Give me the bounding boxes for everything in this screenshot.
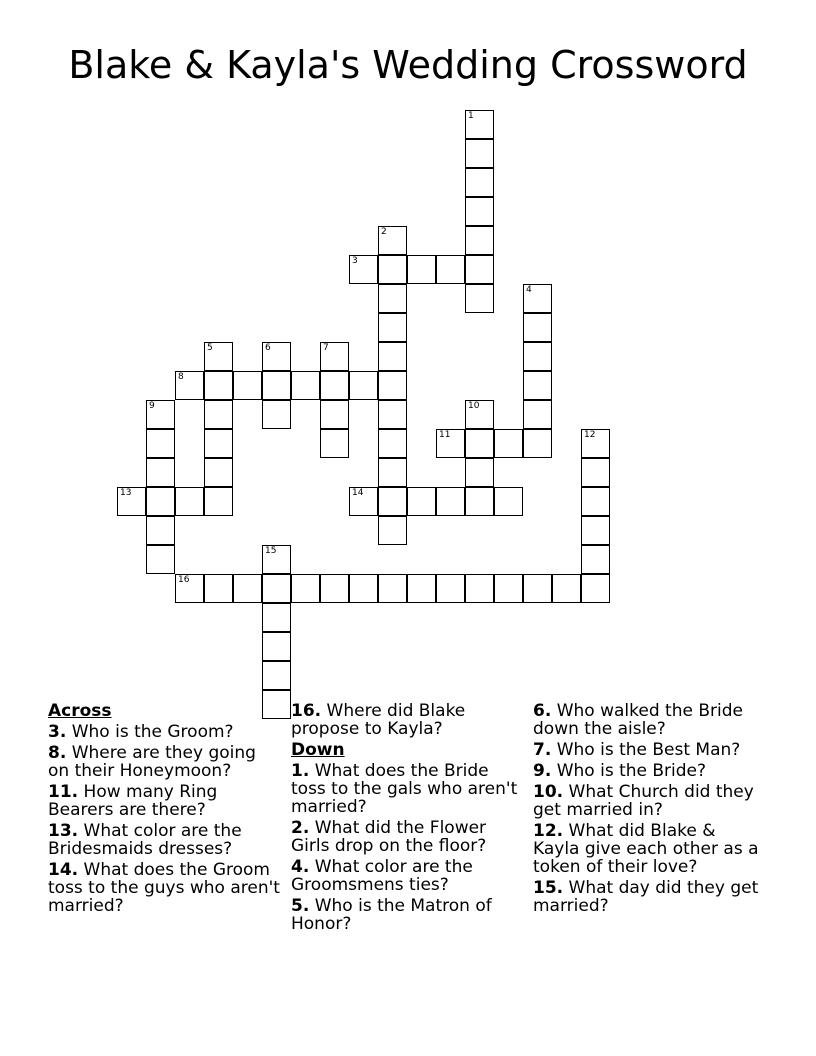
crossword-cell[interactable] (262, 342, 291, 371)
crossword-cell[interactable] (378, 342, 407, 371)
cell-number: 5 (207, 343, 213, 353)
crossword-cell[interactable] (291, 371, 320, 400)
clue-number: 7. (533, 740, 552, 760)
clue-text: What does the Groom toss to the guys who aren't married? (48, 860, 280, 916)
clue-text: Where are they going on their Honeymoon? (48, 743, 256, 781)
clue-text: Who is the Matron of Honor? (291, 896, 492, 934)
crossword-cell[interactable] (233, 371, 262, 400)
clue-text: What does the Bride toss to the gals who aren't married? (291, 761, 518, 817)
across-header: Across (48, 701, 112, 721)
down-header: Down (291, 740, 345, 760)
down-clue-4 (291, 858, 523, 894)
down-clue-12 (533, 822, 765, 876)
cell-number: 2 (381, 227, 387, 237)
crossword-cell[interactable] (349, 574, 378, 603)
across-clue-14 (48, 861, 280, 915)
crossword-cell[interactable] (378, 400, 407, 429)
clue-number: 13. (48, 821, 79, 841)
crossword-cell[interactable] (523, 313, 552, 342)
cell-number: 11 (439, 430, 451, 440)
clue-text: What day did they get married? (533, 878, 759, 916)
clue-text: What did Blake & Kayla give each other as a token of their love? (533, 821, 759, 877)
crossword-cell[interactable] (146, 429, 175, 458)
crossword-cell[interactable] (523, 342, 552, 371)
crossword-cell[interactable] (523, 574, 552, 603)
clue-text: Who is the Bride? (556, 761, 707, 781)
clue-number: 3. (48, 722, 67, 742)
clue-number: 14. (48, 860, 79, 880)
clue-text: Who is the Best Man? (556, 740, 741, 760)
across-clue-13 (48, 822, 280, 858)
crossword-cell[interactable] (378, 284, 407, 313)
clue-number: 6. (533, 701, 552, 721)
crossword-cell[interactable] (581, 516, 610, 545)
crossword-cell[interactable] (378, 226, 407, 255)
crossword-cell[interactable] (204, 429, 233, 458)
crossword-cell[interactable] (146, 458, 175, 487)
clue-number: 2. (291, 818, 310, 838)
crossword-cell[interactable] (262, 371, 291, 400)
down-clue-2 (291, 819, 523, 855)
crossword-cell[interactable] (581, 545, 610, 574)
crossword-cell[interactable] (465, 226, 494, 255)
cell-number: 8 (178, 372, 184, 382)
crossword-cell[interactable] (320, 574, 349, 603)
down-clue-5 (291, 897, 523, 933)
crossword-cell[interactable] (146, 545, 175, 574)
clue-text: What color are the Bridesmaids dresses? (48, 821, 242, 859)
crossword-cell[interactable] (465, 197, 494, 226)
crossword-cell[interactable] (262, 603, 291, 632)
crossword-cell[interactable] (378, 371, 407, 400)
crossword-cell[interactable] (349, 255, 378, 284)
clue-number: 9. (533, 761, 552, 781)
cell-number: 3 (352, 256, 358, 266)
crossword-cell[interactable] (494, 487, 523, 516)
crossword-cell[interactable] (146, 487, 175, 516)
clue-number: 8. (48, 743, 67, 763)
cell-number: 16 (178, 575, 190, 585)
clue-text: Who walked the Bride down the aisle? (533, 701, 743, 739)
crossword-cell[interactable] (204, 342, 233, 371)
clues-column-1 (48, 702, 280, 918)
cell-number: 15 (265, 546, 277, 556)
crossword-cell[interactable] (436, 255, 465, 284)
crossword-cell[interactable] (378, 429, 407, 458)
crossword-cell[interactable] (465, 400, 494, 429)
across-clue-3 (48, 723, 280, 741)
crossword-cell[interactable] (552, 574, 581, 603)
cell-number: 7 (323, 343, 329, 353)
clue-number: 15. (533, 878, 564, 898)
crossword-cell[interactable] (378, 458, 407, 487)
crossword-cell[interactable] (262, 661, 291, 690)
page-title: Blake & Kayla's Wedding Crossword (68, 43, 748, 87)
crossword-cell[interactable] (378, 516, 407, 545)
crossword-cell[interactable] (146, 516, 175, 545)
crossword-cell[interactable] (204, 458, 233, 487)
across-clue-11 (48, 783, 280, 819)
cell-number: 6 (265, 343, 271, 353)
crossword-cell[interactable] (262, 400, 291, 429)
crossword-cell[interactable] (320, 371, 349, 400)
down-clue-7 (533, 741, 765, 759)
clue-number: 4. (291, 857, 310, 877)
clue-text: How many Ring Bearers are there? (48, 782, 218, 820)
crossword-cell[interactable] (204, 574, 233, 603)
across-clue-16 (291, 702, 523, 738)
crossword-cell[interactable] (204, 371, 233, 400)
crossword-cell[interactable] (407, 574, 436, 603)
crossword-cell[interactable] (349, 487, 378, 516)
clue-number: 11. (48, 782, 79, 802)
crossword-cell[interactable] (291, 574, 320, 603)
cell-number: 10 (468, 401, 480, 411)
clue-text: What Church did they get married in? (533, 782, 754, 820)
clues-column-2 (291, 702, 523, 936)
cell-number: 14 (352, 488, 364, 498)
down-clue-10 (533, 783, 765, 819)
cell-number: 1 (468, 111, 474, 121)
crossword-cell[interactable] (581, 429, 610, 458)
crossword-cell[interactable] (465, 429, 494, 458)
crossword-cell[interactable] (175, 574, 204, 603)
crossword-cell[interactable] (175, 487, 204, 516)
clue-number: 16. (291, 701, 322, 721)
crossword-cell[interactable] (465, 574, 494, 603)
clue-text: What did the Flower Girls drop on the floor? (291, 818, 487, 856)
crossword-cell[interactable] (581, 574, 610, 603)
crossword-cell[interactable] (436, 574, 465, 603)
down-clue-1 (291, 762, 523, 816)
crossword-cell[interactable] (465, 284, 494, 313)
clue-number: 1. (291, 761, 310, 781)
crossword-cell[interactable] (378, 313, 407, 342)
crossword-cell[interactable] (581, 458, 610, 487)
crossword-cell[interactable] (523, 371, 552, 400)
crossword-cell[interactable] (581, 487, 610, 516)
crossword-cell[interactable] (349, 371, 378, 400)
crossword-cell[interactable] (262, 574, 291, 603)
clue-text: Who is the Groom? (71, 722, 234, 742)
down-clue-6 (533, 702, 765, 738)
clue-number: 5. (291, 896, 310, 916)
crossword-cell[interactable] (204, 400, 233, 429)
crossword-cell[interactable] (407, 255, 436, 284)
crossword-cell[interactable] (175, 371, 204, 400)
crossword-cell[interactable] (204, 487, 233, 516)
crossword-cell[interactable] (378, 487, 407, 516)
crossword-cell[interactable] (523, 400, 552, 429)
crossword-cell[interactable] (262, 632, 291, 661)
clue-number: 10. (533, 782, 564, 802)
crossword-cell[interactable] (262, 545, 291, 574)
crossword-cell[interactable] (146, 400, 175, 429)
crossword-cell[interactable] (465, 487, 494, 516)
crossword-cell[interactable] (320, 429, 349, 458)
cell-number: 12 (584, 430, 596, 440)
crossword-cell[interactable] (523, 429, 552, 458)
crossword-cell[interactable] (494, 574, 523, 603)
crossword-cell[interactable] (378, 574, 407, 603)
crossword-cell[interactable] (407, 487, 436, 516)
crossword-cell[interactable] (436, 429, 465, 458)
crossword-cell[interactable] (523, 284, 552, 313)
crossword-cell[interactable] (465, 110, 494, 139)
crossword-cell[interactable] (465, 458, 494, 487)
down-clue-9 (533, 762, 765, 780)
across-clue-8 (48, 744, 280, 780)
crossword-cell[interactable] (465, 255, 494, 284)
clue-number: 12. (533, 821, 564, 841)
clues-column-3 (533, 702, 765, 918)
down-clue-15 (533, 879, 765, 915)
clue-text: What color are the Groomsmens ties? (291, 857, 473, 895)
crossword-cell[interactable] (233, 574, 262, 603)
crossword-cell[interactable] (465, 168, 494, 197)
crossword-cell[interactable] (494, 429, 523, 458)
crossword-cell[interactable] (320, 342, 349, 371)
crossword-cell[interactable] (378, 255, 407, 284)
crossword-cell[interactable] (465, 139, 494, 168)
cell-number: 13 (120, 488, 132, 498)
cell-number: 4 (526, 285, 532, 295)
crossword-cell[interactable] (320, 400, 349, 429)
clue-text: Where did Blake propose to Kayla? (291, 701, 466, 739)
crossword-cell[interactable] (436, 487, 465, 516)
crossword-cell[interactable] (117, 487, 146, 516)
cell-number: 9 (149, 401, 155, 411)
